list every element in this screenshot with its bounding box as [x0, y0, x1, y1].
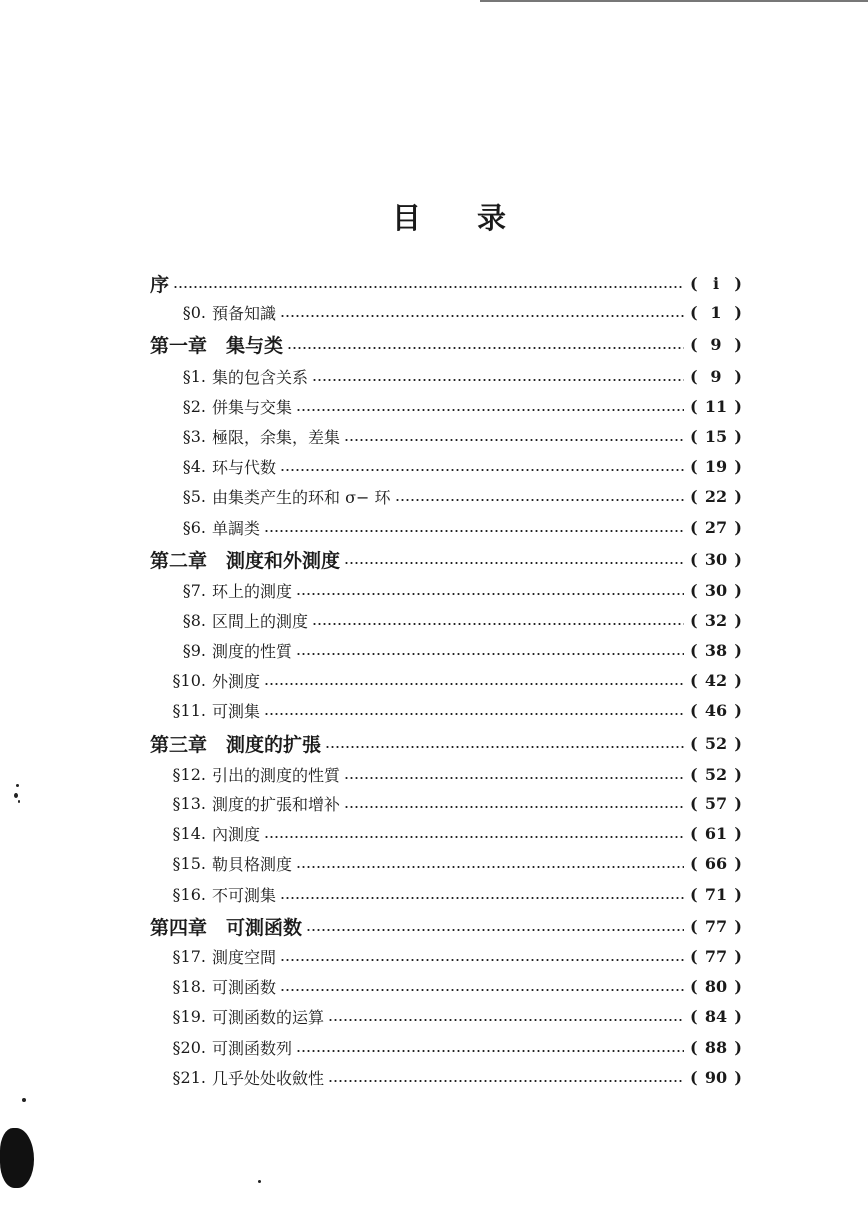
- toc-chapter-title: 第三章 測度的扩張: [150, 733, 322, 756]
- toc-page-value: 80: [704, 976, 728, 996]
- toc-section-title: 可測函数: [212, 977, 277, 997]
- toc-chapter-row: [0, 329, 868, 359]
- toc-section-title: 極限，余集，差集: [212, 427, 341, 447]
- toc-leader-dots: [328, 1080, 684, 1082]
- toc-page-number: ( 38 ): [690, 640, 742, 660]
- toc-page-value: i: [712, 273, 720, 293]
- toc-leader-dots: [280, 989, 684, 991]
- toc-leader-dots: [173, 286, 684, 288]
- toc-section-number: §19.: [172, 1006, 206, 1026]
- toc-page-number: ( 80 ): [690, 976, 742, 996]
- toc-page-value: 77: [704, 916, 728, 936]
- toc-chapter-title: 第一章 集与类: [150, 334, 284, 357]
- toc-leader-dots: [264, 530, 684, 532]
- toc-section-number: §13.: [172, 793, 206, 813]
- toc-page-value: 22: [704, 486, 728, 506]
- toc-section-title: 引出的測度的性質: [212, 765, 341, 785]
- toc-section-row: [0, 788, 868, 818]
- toc-page-number: ( 27 ): [690, 517, 742, 537]
- toc-leader-dots: [287, 347, 684, 349]
- toc-chapter-title: 序: [150, 273, 170, 296]
- toc-section-number: §2.: [182, 396, 206, 416]
- toc-section-row: [0, 361, 868, 391]
- toc-section-title: 勒貝格測度: [212, 854, 293, 874]
- toc-page-value: 52: [704, 764, 728, 784]
- toc-leader-dots: [264, 836, 684, 838]
- top-border-line: [480, 0, 868, 2]
- toc-page-number: ( 1 ): [690, 302, 742, 322]
- page-title: [392, 196, 506, 237]
- toc-section-number: §21.: [172, 1067, 206, 1087]
- toc-page-number: ( 19 ): [690, 456, 742, 476]
- toc-leader-dots: [296, 653, 684, 655]
- toc-section-row: [0, 1032, 868, 1062]
- toc-page-number: ( 32 ): [690, 610, 742, 630]
- toc-page-number: ( 52 ): [690, 733, 742, 753]
- toc-leader-dots: [296, 593, 684, 595]
- toc-section-number: §16.: [172, 884, 206, 904]
- toc-page-value: 9: [710, 366, 722, 386]
- toc-section-number: §18.: [172, 976, 206, 996]
- toc-page-value: 15: [704, 426, 728, 446]
- toc-page-value: 32: [704, 610, 728, 630]
- toc-section-number: §8.: [182, 610, 206, 630]
- toc-section-number: §0.: [182, 302, 206, 322]
- toc-page-number: ( 22 ): [690, 486, 742, 506]
- toc-page-number: ( 61 ): [690, 823, 742, 843]
- toc-leader-dots: [296, 1050, 684, 1052]
- toc-leader-dots: [344, 777, 684, 779]
- toc-section-title: 几乎处处收斂性: [212, 1068, 325, 1088]
- toc-section-title: 可測函数的运算: [212, 1007, 325, 1027]
- toc-leader-dots: [280, 959, 684, 961]
- toc-leader-dots: [306, 929, 684, 931]
- toc-section-title: 单調类: [212, 518, 261, 538]
- toc-page-number: ( 84 ): [690, 1006, 742, 1026]
- toc-section-row: [0, 971, 868, 1001]
- toc-leader-dots: [280, 315, 684, 317]
- toc-section-number: §17.: [172, 946, 206, 966]
- toc-section-title: 可測集: [212, 701, 261, 721]
- toc-page-number: ( 9 ): [690, 334, 742, 354]
- toc-page-number: ( 52 ): [690, 764, 742, 784]
- toc-leader-dots: [280, 897, 684, 899]
- toc-page-number: ( 57 ): [690, 793, 742, 813]
- toc-section-number: §12.: [172, 764, 206, 784]
- toc-section-row: [0, 451, 868, 481]
- toc-section-title: 环与代数: [212, 457, 277, 477]
- toc-page-value: 30: [704, 549, 728, 569]
- toc-page-value: 90: [704, 1067, 728, 1087]
- toc-section-row: [0, 759, 868, 789]
- toc-leader-dots: [264, 713, 684, 715]
- toc-section-row: [0, 481, 868, 511]
- toc-page-value: 66: [704, 853, 728, 873]
- toc-leader-dots: [344, 439, 684, 441]
- toc-page-value: 9: [710, 334, 722, 354]
- toc-page-value: 57: [704, 793, 728, 813]
- toc-section-row: [0, 879, 868, 909]
- toc-page-value: 19: [704, 456, 728, 476]
- toc-section-title: 不可測集: [212, 885, 277, 905]
- toc-leader-dots: [296, 409, 684, 411]
- toc-leader-dots: [312, 623, 684, 625]
- toc-section-number: §1.: [182, 366, 206, 386]
- toc-section-number: §11.: [172, 700, 206, 720]
- toc-section-title: 內測度: [212, 824, 261, 844]
- toc-page-value: 38: [704, 640, 728, 660]
- toc-section-number: §7.: [182, 580, 206, 600]
- toc-chapter-title: 第四章 可測函数: [150, 916, 303, 939]
- toc-page-number: ( 90 ): [690, 1067, 742, 1087]
- toc-section-title: 併集与交集: [212, 397, 293, 417]
- toc-chapter-title: 第二章 測度和外測度: [150, 549, 341, 572]
- toc-section-title: 測度空間: [212, 947, 277, 967]
- toc-section-number: §9.: [182, 640, 206, 660]
- toc-leader-dots: [280, 469, 684, 471]
- toc-section-title: 測度的性質: [212, 641, 293, 661]
- toc-leader-dots: [328, 1019, 684, 1021]
- scan-speck: [22, 1098, 26, 1102]
- toc-section-row: [0, 391, 868, 421]
- toc-section-row: [0, 848, 868, 878]
- toc-page-value: 11: [704, 396, 728, 416]
- toc-leader-dots: [325, 746, 684, 748]
- toc-chapter-row: [0, 911, 868, 941]
- toc-section-number: §3.: [182, 426, 206, 446]
- title-char-2: 录: [477, 201, 507, 235]
- scan-speck: [258, 1180, 261, 1183]
- toc-page-value: 52: [704, 733, 728, 753]
- toc-chapter-row: [0, 728, 868, 758]
- toc-section-row: [0, 695, 868, 725]
- toc-section-row: [0, 421, 868, 451]
- scan-speck: [14, 793, 18, 798]
- toc-section-row: [0, 605, 868, 635]
- ink-blot: [0, 1128, 34, 1188]
- toc-section-number: §14.: [172, 823, 206, 843]
- toc-page-value: 46: [704, 700, 728, 720]
- toc-chapter-row: [0, 544, 868, 574]
- toc-page-number: ( 15 ): [690, 426, 742, 446]
- toc-section-title: 集的包含关系: [212, 367, 309, 387]
- toc-page-value: 84: [704, 1006, 728, 1026]
- toc-page-number: ( 30 ): [690, 580, 742, 600]
- toc-leader-dots: [395, 499, 684, 501]
- title-char-1: 目: [392, 201, 422, 235]
- toc-section-title: 区間上的測度: [212, 611, 309, 631]
- toc-page-number: ( i ): [690, 273, 742, 293]
- toc-page-number: ( 30 ): [690, 549, 742, 569]
- toc-section-title: 預备知識: [212, 303, 277, 323]
- toc-section-row: [0, 575, 868, 605]
- toc-page-number: ( 77 ): [690, 946, 742, 966]
- toc-section-title: 外測度: [212, 671, 261, 691]
- toc-page-number: ( 42 ): [690, 670, 742, 690]
- toc-page-value: 61: [704, 823, 728, 843]
- toc-section-number: §15.: [172, 853, 206, 873]
- toc-page-number: ( 9 ): [690, 366, 742, 386]
- toc-section-row: [0, 941, 868, 971]
- toc-page-number: ( 88 ): [690, 1037, 742, 1057]
- toc-page-value: 27: [704, 517, 728, 537]
- toc-page-number: ( 66 ): [690, 853, 742, 873]
- toc-leader-dots: [344, 806, 684, 808]
- toc-section-row: [0, 297, 868, 327]
- toc-page-value: 30: [704, 580, 728, 600]
- toc-page-value: 77: [704, 946, 728, 966]
- toc-page-number: ( 77 ): [690, 916, 742, 936]
- toc-page-value: 71: [704, 884, 728, 904]
- toc-page-value: 88: [704, 1037, 728, 1057]
- toc-section-number: §5.: [182, 486, 206, 506]
- toc-section-title: 环上的測度: [212, 581, 293, 601]
- toc-section-number: §20.: [172, 1037, 206, 1057]
- toc-section-title: 測度的扩張和增补: [212, 794, 341, 814]
- toc-section-row: [0, 1062, 868, 1092]
- toc-leader-dots: [344, 562, 684, 564]
- toc-section-title: 由集类产生的环和 σ− 环: [212, 487, 391, 507]
- toc-leader-dots: [312, 379, 684, 381]
- toc-chapter-row: [0, 268, 868, 298]
- toc-section-row: [0, 1001, 868, 1031]
- toc-section-row: [0, 635, 868, 665]
- scan-speck: [18, 800, 20, 803]
- toc-section-row: [0, 512, 868, 542]
- toc-page-value: 1: [710, 302, 722, 322]
- scan-speck: [16, 784, 19, 787]
- toc-section-number: §10.: [172, 670, 206, 690]
- toc-leader-dots: [264, 683, 684, 685]
- toc-page-value: 42: [704, 670, 728, 690]
- toc-section-number: §6.: [182, 517, 206, 537]
- toc-page-number: ( 46 ): [690, 700, 742, 720]
- toc-section-row: [0, 818, 868, 848]
- toc-page-number: ( 71 ): [690, 884, 742, 904]
- toc-section-row: [0, 665, 868, 695]
- toc-section-title: 可測函数列: [212, 1038, 293, 1058]
- toc-leader-dots: [296, 866, 684, 868]
- toc-section-number: §4.: [182, 456, 206, 476]
- toc-page-number: ( 11 ): [690, 396, 742, 416]
